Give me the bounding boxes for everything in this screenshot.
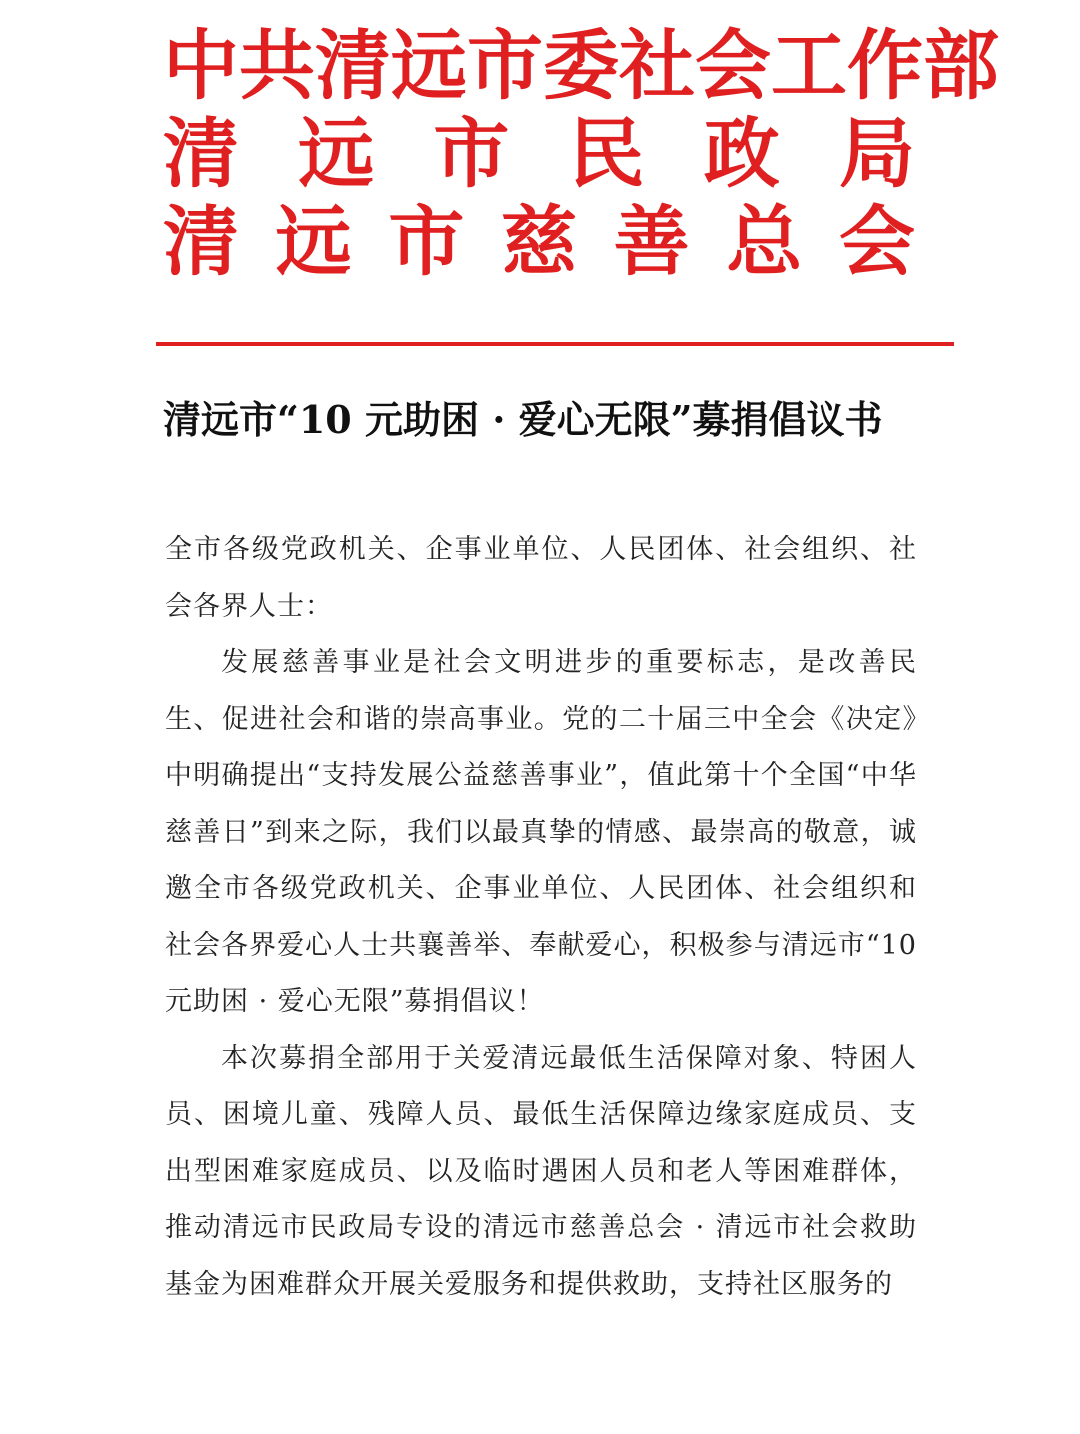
header-char: 委 <box>543 21 619 110</box>
red-divider-line <box>156 342 954 346</box>
header-char: 市 <box>388 197 465 286</box>
header-char: 总 <box>726 197 803 286</box>
header-char: 清 <box>163 109 239 198</box>
header-char: 会 <box>695 21 771 110</box>
header-char: 慈 <box>500 197 577 286</box>
header-char: 中 <box>163 21 239 110</box>
header-char: 远 <box>275 197 352 286</box>
body-paragraph-1: 发展慈善事业是社会文明进步的重要标志，是改善民生、促进社会和谐的崇高事业。党的二十届三中全会《决定》中明确提出“支持发展公益慈善事业”，值此第十个全国“中华慈善日”到来之际，我们以最真挚的情感、最崇高的敬意，诚邀全市各级党政机关、企事业单位、人民团体、社会组织和社会各界爱心人士共襄善举、奉献爱心，积极参与清远市“10 元助困 · 爱心无限”募捐倡议！ <box>165 647 917 1017</box>
document-title: 清远市“10 元助困 · 爱心无限”募捐倡议书 <box>163 397 883 442</box>
header-char: 清 <box>315 21 391 110</box>
header-char: 社 <box>619 21 695 110</box>
header-char: 市 <box>467 21 543 110</box>
header-char: 清 <box>163 197 239 286</box>
header-char: 局 <box>838 109 915 198</box>
header-char: 部 <box>923 21 999 110</box>
header-line-social-work-dept <box>163 21 999 110</box>
body-paragraph-2: 本次募捐全部用于关爱清远最低生活保障对象、特困人员、困境儿童、残障人员、最低生活保障边缘家庭成员、支出型困难家庭成员、以及临时遇困人员和老人等困难群体，推动清远市民政局专设的清远市慈善总会 · 清远市社会救助基金为困难群众开展关爱服务和提供救助，支持社区服务的 <box>165 1042 917 1300</box>
header-line-civil-affairs-bureau <box>163 110 915 198</box>
header-char: 市 <box>433 109 510 198</box>
header-char: 共 <box>239 21 315 110</box>
header-line-charity-federation <box>163 198 915 286</box>
header-char: 作 <box>847 21 923 110</box>
header-char: 善 <box>613 197 690 286</box>
header-char: 会 <box>838 197 915 286</box>
header-char: 民 <box>568 109 645 198</box>
document-body <box>165 522 917 1313</box>
salutation: 全市各级党政机关、企事业单位、人民团体、社会组织、社会各界人士： <box>165 534 917 622</box>
header-char: 政 <box>703 109 780 198</box>
header-char: 工 <box>771 21 847 110</box>
header-char: 远 <box>298 109 375 198</box>
header-char: 远 <box>391 21 467 110</box>
issuing-organizations-header <box>163 21 999 286</box>
